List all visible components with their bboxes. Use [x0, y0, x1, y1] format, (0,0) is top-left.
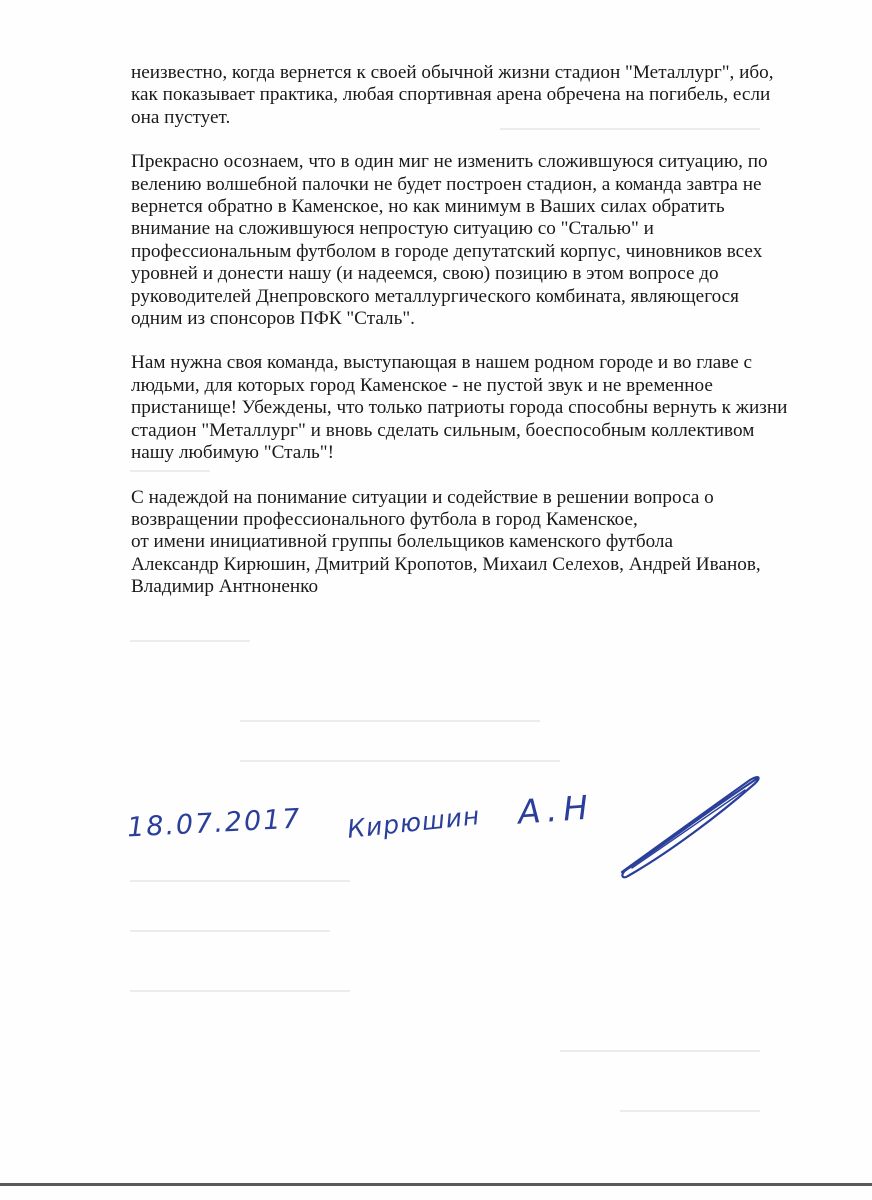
text-line: неизвестно, когда вернется к своей обычной жизни стадион "Металлург", ибо, — [131, 62, 774, 83]
show-through-mark — [130, 930, 330, 932]
page-bottom-edge — [0, 1183, 872, 1186]
paragraph-1 — [131, 62, 781, 129]
show-through-mark — [560, 1050, 760, 1052]
text-line: Александр Кирюшин, Дмитрий Кропотов, Михаил Селехов, Андрей Иванов, — [131, 553, 761, 575]
text-line: стадион "Металлург" и вновь сделать сильным, боеспособным коллективом — [131, 419, 755, 441]
text-line: нашу любимую "Сталь"! — [131, 442, 334, 464]
text-line: руководителей Днепровского металлургического комбината, являющегося — [131, 285, 739, 307]
paragraph-3 — [131, 352, 788, 464]
text-line: возвращении профессионального футбола в город Каменское, — [131, 508, 638, 530]
paragraph-2 — [131, 151, 781, 330]
show-through-mark — [240, 720, 540, 722]
show-through-mark — [240, 760, 560, 762]
text-line: внимание на сложившуюся непростую ситуацию со "Сталью" и — [131, 218, 654, 240]
text-line: людьми, для которых город Каменское - не пустой звук и не временное — [131, 374, 713, 396]
text-line: Нам нужна своя команда, выступающая в нашем родном городе и во главе с — [131, 352, 753, 374]
text-line: уровней и донести нашу (и надеемся, свою) позицию в этом вопросе до — [131, 263, 719, 285]
text-line: С надеждой на понимание ситуации и содействие в решении вопроса о — [131, 486, 714, 508]
show-through-mark — [130, 880, 350, 882]
text-line: Владимир Антноненко — [131, 576, 319, 598]
show-through-mark — [130, 990, 350, 992]
text-line: она пустует. — [131, 106, 231, 128]
text-line: одним из спонсоров ПФК "Сталь". — [131, 308, 415, 330]
show-through-mark — [130, 640, 250, 642]
paragraph-4-closing — [131, 487, 781, 599]
signature-scribble — [610, 770, 770, 890]
show-through-mark — [620, 1110, 760, 1112]
letter-body — [131, 62, 788, 621]
text-line: от имени инициативной группы болельщиков каменского футбола — [131, 531, 674, 553]
text-line: профессиональным футболом в городе депутатский корпус, чиновников всех — [131, 240, 763, 262]
text-line: вернется обратно в Каменское, но как минимум в Ваших силах обратить — [131, 196, 725, 218]
text-line: велению волшебной палочки не будет построен стадион, а команда завтра не — [131, 173, 762, 195]
handwritten-initials: А.Н — [516, 787, 596, 832]
handwritten-surname: Кирюшин — [345, 801, 482, 844]
handwritten-date: 18.07.2017 — [126, 803, 303, 844]
text-line: как показывает практика, любая спортивная арена обречена на погибель, если — [131, 84, 771, 106]
text-line: Прекрасно осознаем, что в один миг не изменить сложившуюся ситуацию, по — [131, 151, 768, 173]
text-line: пристанище! Убеждены, что только патриоты города способны вернуть к жизни — [131, 397, 788, 419]
